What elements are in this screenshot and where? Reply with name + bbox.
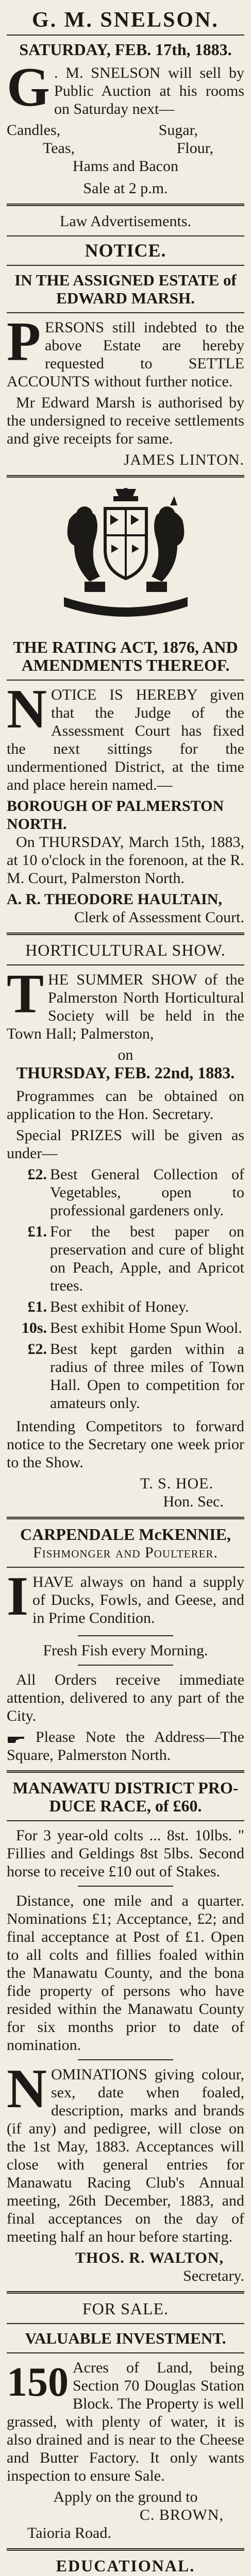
prize-description: Best General Collection of Vegetables, open to professional gardeners only.	[50, 1166, 244, 1219]
law-label: Law Advertisements.	[60, 213, 191, 230]
carpendale-address: Please Note the Address—The Square, Palmerston North.	[7, 1728, 245, 1764]
snelson-goods-row	[7, 121, 244, 139]
horticultural-role: Hon. Sec.	[163, 1493, 224, 1510]
carpendale-orders: All Orders receive immediate attention, delivered to any part of the City.	[7, 1671, 244, 1724]
horticultural-on: on	[118, 1046, 133, 1063]
law-dropcap: P	[7, 311, 41, 372]
divider	[7, 1567, 244, 1568]
law-heading: EDWARD MARSH.	[56, 289, 195, 307]
horticultural-prizes: Special PRIZES will be given as under—	[7, 1127, 244, 1162]
race-heading: MANAWATU DISTRICT PRO-	[12, 1778, 239, 1797]
sale-heading: FOR SALE.	[82, 2299, 169, 2318]
rating-heading: AMENDMENTS THEREOF.	[21, 656, 230, 674]
rating-heading: THE RATING ACT, 1876, AND	[13, 638, 238, 656]
race-dropcap: N	[7, 2058, 47, 2120]
race-weights: For 3 year-old colts ... 8st. 10lbs. " Fillies and Geldings 8st 5lbs. Second horse to receive £10 out of Stakes.	[7, 1827, 244, 1880]
divider	[7, 1820, 244, 1821]
horticultural-intending: Intending Competitors to forward notice to the Secretary one week prior to the Show.	[7, 1418, 244, 1471]
divider	[78, 1665, 173, 1666]
carpendale-fish: Fresh Fish every Morning.	[43, 1642, 208, 1659]
divider	[7, 2323, 244, 2324]
race-distance: Distance, one mile and a quarter. Nominations £1; Acceptance, £2; and final acceptance at Post of £1. Open to all colts and fillies foaled within the Manawatu County, and the bona fide property of persons who have resided within the Manawatu County for six months prior to date of nomination.	[7, 1892, 244, 2054]
prize-item	[7, 1298, 244, 1316]
race-nominations: OMINATIONS giving colour, sex, date when foaled, description, marks and brands (if any) and pedigree, will close on the 1st May, 1883. Acceptances will close with general entries for Manawatu Racing Club's Annual meeting, 26th December, 1883, and final acceptances on the day of meeting half an hour before starting.	[7, 2066, 244, 2245]
prize-description: Best exhibit of Honey.	[50, 1298, 189, 1315]
divider	[7, 312, 244, 313]
divider	[78, 1635, 173, 1636]
prize-description: Best exhibit Home Spun Wool.	[50, 1319, 242, 1336]
race-heading: DUCE RACE, of £60.	[49, 1797, 202, 1815]
divider	[7, 2548, 244, 2551]
horticultural-dropcap: T	[7, 963, 44, 1025]
rating-place: BOROUGH OF PALMERSTON NORTH.	[7, 798, 224, 833]
rating-dropcap: N	[7, 679, 47, 740]
divider	[7, 2352, 244, 2353]
law-notice: NOTICE.	[85, 240, 166, 261]
prize-item	[7, 1223, 244, 1295]
prize-list	[7, 1165, 244, 1412]
snelson-sale-time: Sale at 2 p.m.	[83, 180, 168, 197]
carpendale-dropcap: I	[7, 1566, 29, 1627]
horticultural-programmes: Programmes can be obtained on application to the Hon. Secretary.	[7, 1088, 244, 1123]
prize-amount: £1.	[27, 1298, 47, 1315]
race-signature: THOS. R. WALTON,	[75, 2249, 224, 2266]
prize-item	[7, 1340, 244, 1412]
sale-place: Taioria Road.	[27, 2524, 111, 2541]
pointing-hand-icon	[7, 1733, 25, 1744]
prize-amount: £2.	[27, 1166, 47, 1183]
royal-coat-of-arms-icon	[48, 484, 203, 633]
sale-signature: C. BROWN,	[139, 2506, 224, 2523]
carpendale-address-line	[7, 1728, 244, 1764]
rating-para: On THURSDAY, March 15th, 1883, at 10 o'clock in the forenoon, at the R. M. Court, Palmerston North.	[7, 834, 244, 887]
divider	[78, 1886, 173, 1887]
horticultural-signature: T. S. HOE.	[140, 1475, 213, 1492]
sale-subheading: VALUABLE INVESTMENT.	[25, 2329, 226, 2347]
snelson-dropcap: G	[7, 57, 51, 118]
prize-item	[7, 1319, 244, 1337]
prize-amount: £1.	[27, 1223, 47, 1240]
rating-body	[7, 679, 244, 926]
newspaper-column	[7, 0, 244, 2576]
horticultural-para: HE SUMMER SHOW of the Palmerston North Horticultural Society will be held in the Town Hall; Palmerston,	[7, 971, 244, 1042]
law-para: ERSONS still indebted to the above Estate are hereby requested to SETTLE ACCOUNTS without further notice.	[7, 319, 244, 390]
divider	[7, 1517, 244, 1519]
rating-signature: A. R. THEODORE HAULTAIN,	[7, 891, 222, 908]
divider	[7, 204, 244, 206]
prize-description: Best kept garden within a radius of three miles of Town Hall. Open to competition for amateurs only.	[50, 1341, 244, 1412]
snelson-date: SATURDAY, FEB. 17th, 1883.	[19, 40, 232, 59]
prize-amount: 10s.	[21, 1319, 47, 1336]
snelson-title: G. M. SNELSON.	[32, 8, 219, 32]
rating-para: OTICE IS HEREBY given that the Judge of the Assessment Court has fixed the next sittings for the undermentioned District, at the time and place herein named.—	[7, 686, 244, 793]
carpendale-subheading: Fishmonger and Poulterer.	[33, 1544, 218, 1561]
law-heading: IN THE ASSIGNED ESTATE of	[14, 271, 237, 289]
sale-dropcap: 150	[7, 2360, 69, 2405]
sale-body	[7, 2359, 244, 2542]
educational-heading: EDUCATIONAL.	[56, 2556, 195, 2575]
divider	[7, 1770, 244, 1773]
divider	[7, 35, 244, 36]
prize-amount: £2.	[27, 1341, 47, 1358]
prize-item	[7, 1165, 244, 1219]
prize-description: For the best paper on preservation and cure of blight on Peach, Apple, and Apricot trees.	[50, 1223, 244, 1294]
rating-role: Clerk of Assessment Court.	[74, 909, 244, 926]
horticultural-heading: HORTICULTURAL SHOW.	[25, 941, 226, 959]
snelson-good: Hams and Bacon	[73, 158, 178, 175]
snelson-body	[7, 57, 244, 197]
horticultural-body	[7, 963, 244, 1511]
law-para: Mr Edward Marsh is authorised by the undersigned to receive settlements and give receipts for same.	[7, 394, 244, 447]
race-body	[7, 1826, 244, 2285]
divider	[7, 235, 244, 236]
snelson-good: Teas,	[43, 140, 75, 157]
snelson-good: Candles,	[7, 122, 61, 139]
divider	[78, 2059, 173, 2060]
carpendale-heading: CARPENDALE McKENNIE,	[20, 1525, 231, 1544]
snelson-goods-row	[7, 139, 244, 157]
horticultural-date: THURSDAY, FEB. 22nd, 1883.	[16, 1063, 235, 1082]
snelson-good: Sugar,	[158, 122, 198, 139]
law-body	[7, 311, 244, 469]
law-signature: JAMES LINTON.	[123, 451, 244, 468]
race-role: Secretary.	[183, 2267, 244, 2284]
divider	[7, 475, 244, 478]
carpendale-body	[7, 1566, 245, 1764]
snelson-good: Flour,	[176, 140, 213, 157]
sale-apply: Apply on the ground to	[53, 2488, 198, 2505]
sale-para: Acres of Land, being Section 70 Douglas Station Block. The Property is well grassed, with plenty of water, it is also drained and is near to the Cheese and Butter Factory. It only wants inspection to ensure Sale.	[7, 2359, 244, 2484]
snelson-intro: . M. SNELSON will sell by Public Auction at his rooms on Saturday next—	[54, 64, 244, 117]
divider	[7, 933, 244, 935]
divider	[7, 265, 244, 266]
divider	[7, 2291, 244, 2294]
carpendale-para: HAVE always on hand a supply of Ducks, Fowls, and Geese, and in Prime Condition.	[32, 1573, 244, 1626]
